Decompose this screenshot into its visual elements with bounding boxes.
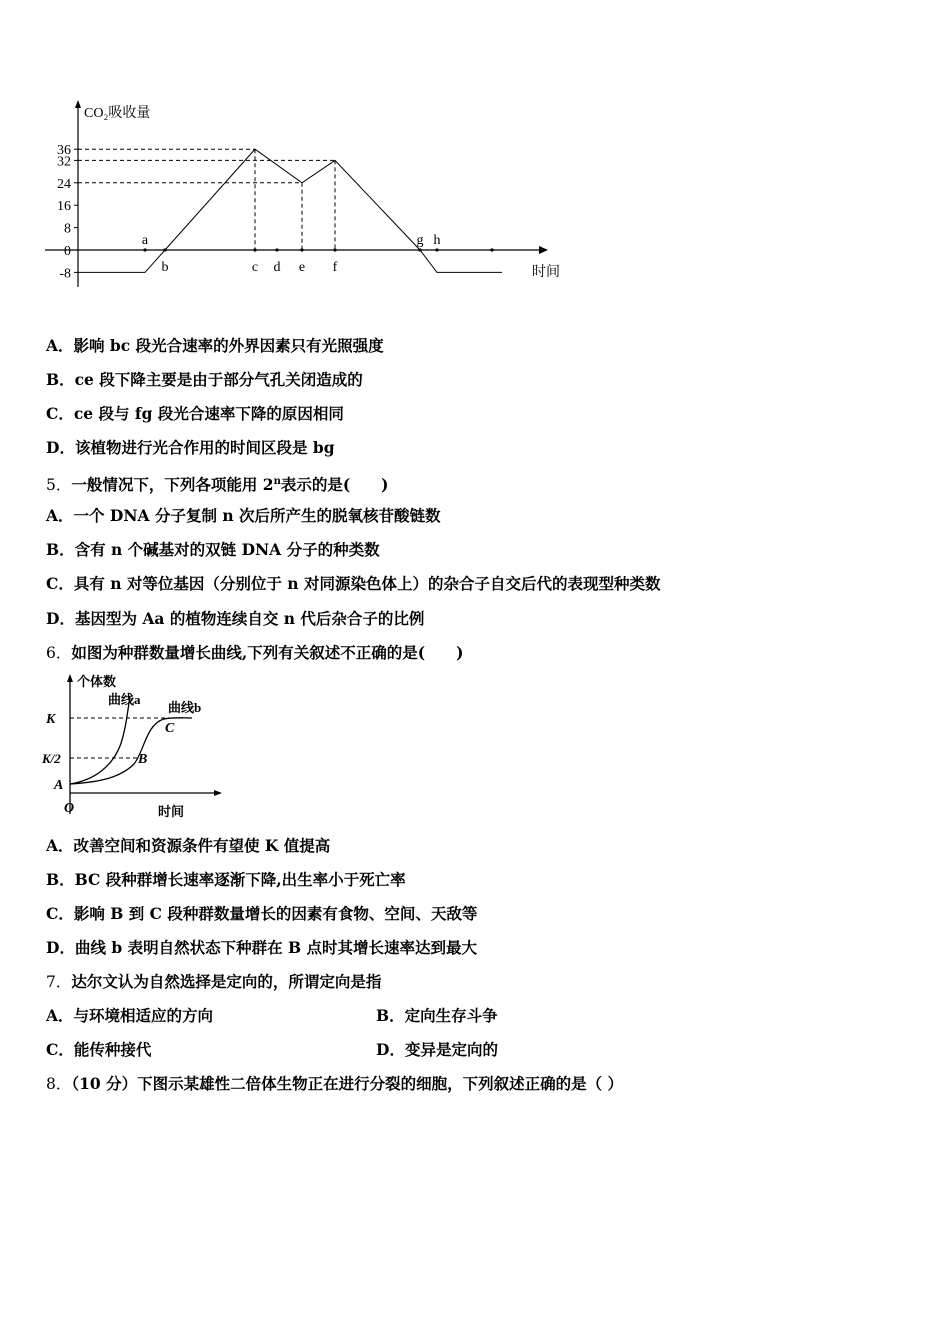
q5-option-d: D．基因型为 Aa 的植物连续自交 n 代后杂合子的比例 xyxy=(46,609,425,628)
y-tick-label: 24 xyxy=(57,176,71,192)
k-half-label: K/2 xyxy=(42,751,61,766)
q5-option-b: B．含有 n 个碱基对的双链 DNA 分子的种类数 xyxy=(46,540,380,559)
q7-stem: 7．达尔文认为自然选择是定向的，所谓定向是指 xyxy=(46,972,382,991)
x-marker-dot xyxy=(275,248,278,251)
x-marker-label: d xyxy=(273,260,281,275)
chart2-y-arrow xyxy=(67,674,73,682)
chart1-y-axis-label: CO₂吸收量 xyxy=(84,106,151,121)
chart2-y-axis-label: 个体数 xyxy=(77,674,117,689)
x-marker-label: a xyxy=(141,233,149,248)
x-marker-label: c xyxy=(251,260,259,275)
chart1-y-arrow xyxy=(75,100,81,108)
x-marker-dot xyxy=(143,248,146,251)
co2-curve xyxy=(78,149,502,272)
chart1-x-axis-label: 时间 xyxy=(532,265,560,280)
x-marker-dot xyxy=(253,248,256,251)
chart2-x-axis-label: 时间 xyxy=(158,804,185,819)
q5-option-a: A．一个 DNA 分子复制 n 次后所产生的脱氧核苷酸链数 xyxy=(46,506,441,525)
curve-a xyxy=(70,696,130,784)
q5-option-c: C．具有 n 对等位基因（分别位于 n 对同源染色体上）的杂合子自交后代的表现型种类数 xyxy=(46,574,661,593)
chart1-x-markers xyxy=(142,233,494,275)
y-tick-label: 8 xyxy=(64,221,71,237)
x-marker-dot xyxy=(333,248,336,251)
x-marker-dot xyxy=(300,248,303,251)
x-marker-label: h xyxy=(433,233,441,248)
y-tick-label: -8 xyxy=(59,266,71,282)
point-b-label: B xyxy=(138,752,148,767)
q6-option-b: B．BC 段种群增长速率逐渐下降,出生率小于死亡率 xyxy=(46,870,406,889)
chart1-y-ticks xyxy=(57,143,78,281)
q4-option-b: B．ce 段下降主要是由于部分气孔关闭造成的 xyxy=(46,370,363,389)
x-marker-label: b xyxy=(161,260,169,275)
chart2-x-arrow xyxy=(214,790,222,796)
q4-option-d: D．该植物进行光合作用的时间区段是 bg xyxy=(46,438,335,457)
x-marker-label: g xyxy=(416,233,424,248)
curve-b-label: 曲线b xyxy=(168,700,202,715)
point-c-label: C xyxy=(165,721,175,736)
population-growth-chart xyxy=(40,668,230,828)
curve-a-label: 曲线a xyxy=(108,692,141,707)
x-marker-dot xyxy=(490,248,493,251)
y-tick-label: 16 xyxy=(57,199,71,215)
x-marker-dot xyxy=(435,248,438,251)
y-tick-label: 36 xyxy=(57,143,71,159)
q6-option-d: D．曲线 b 表明自然状态下种群在 B 点时其增长速率达到最大 xyxy=(46,938,477,957)
k-label: K xyxy=(46,712,56,727)
q6-option-c: C．影响 B 到 C 段种群数量增长的因素有食物、空间、天敌等 xyxy=(46,904,478,923)
chart1-guide-lines xyxy=(78,149,335,250)
q8-stem: 8．（10 分）下图示某雄性二倍体生物正在进行分裂的细胞，下列叙述正确的是（ ） xyxy=(46,1074,623,1093)
co2-absorption-chart xyxy=(40,95,580,295)
q4-option-c: C．ce 段与 fg 段光合速率下降的原因相同 xyxy=(46,404,344,423)
point-a-label: A xyxy=(54,778,64,793)
q5-stem: 5．一般情况下，下列各项能用 2$^n$表示的是( ) xyxy=(46,475,389,495)
y-tick-label: 32 xyxy=(57,154,71,170)
q6-option-a: A．改善空间和资源条件有望使 K 值提高 xyxy=(46,836,331,855)
x-marker-label: f xyxy=(332,260,338,275)
q7-option-d: D．变异是定向的 xyxy=(376,1040,498,1059)
y-tick-label: 0 xyxy=(64,244,71,259)
q7-option-a: A．与环境相适应的方向 xyxy=(46,1006,214,1025)
x-marker-label: e xyxy=(298,260,306,275)
q7-option-c: C．能传种接代 xyxy=(46,1040,152,1059)
chart1-axes xyxy=(45,100,548,287)
origin-label: O xyxy=(64,801,75,816)
chart1-x-arrow xyxy=(539,246,548,254)
q7-option-b: B．定向生存斗争 xyxy=(376,1006,498,1025)
q4-option-a: A．影响 bc 段光合速率的外界因素只有光照强度 xyxy=(46,336,384,355)
q6-stem: 6．如图为种群数量增长曲线,下列有关叙述不正确的是( ) xyxy=(46,643,464,662)
